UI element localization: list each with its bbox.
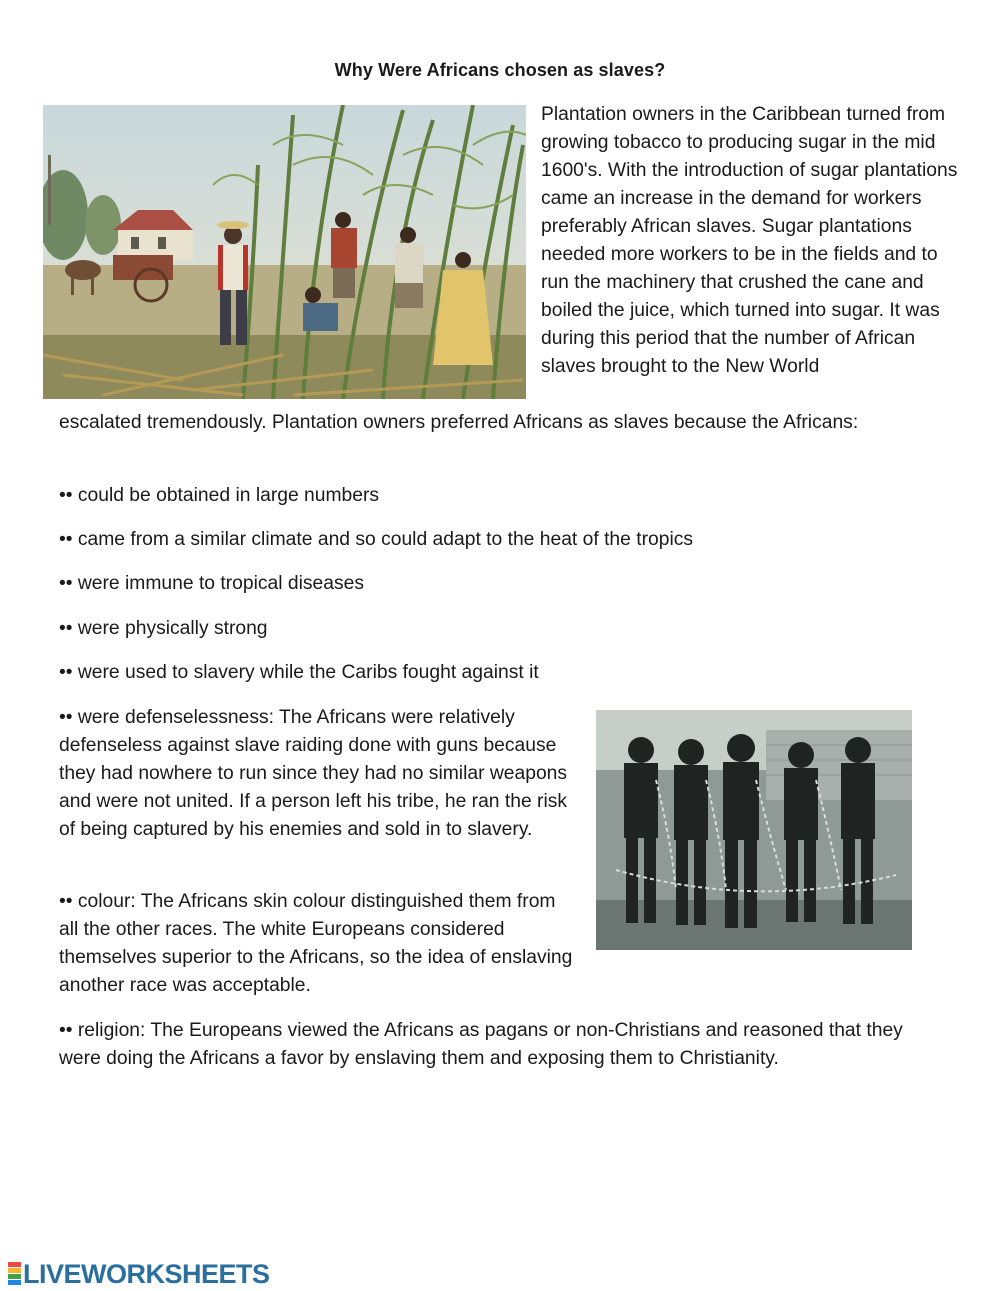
list-item: •• came from a similar climate and so could adapt to the heat of the tropics [59,529,694,550]
list-item: •• were used to slavery while the Caribs fought against it [59,662,539,683]
liveworksheets-logo [8,1259,270,1289]
list-item: •• could be obtained in large numbers [59,485,380,506]
list-item: •• were defenselessness: The Africans were relatively defenseless against slave raiding done with guns because they had nowhere to run since they had no similar weapons and were not united. If a person left his tribe, he ran the risk of being captured by his enemies and sold in to slavery. [59,707,568,840]
sugar-plantation-illustration [43,105,526,399]
chained-men-photograph [596,710,912,950]
list-item: •• were immune to tropical diseases [59,573,364,594]
page-title: Why Were Africans chosen as slaves? [334,60,666,80]
logo-text: LIVEWORKSHEETS [23,1258,270,1289]
list-item: •• religion: The Europeans viewed the Africans as pagans or non-Christians and reasoned that they were doing the Africans a favor by enslaving them and exposing them to Christianity. [59,1020,903,1069]
intro-paragraph: Plantation owners in the Caribbean turned from growing tobacco to producing sugar in the mid 1600's. With the introduction of sugar plantations came an increase in the demand for workers preferably African slaves. Sugar plantations needed more workers to be in the fields and to run the machinery that crushed the cane and boiled the juice, which turned into sugar. It was during this period that the number of African slaves brought to the New World [541,104,958,377]
list-item: •• colour: The Africans skin colour distinguished them from all the other races. The white Europeans considered themselves superior to the Africans, so the idea of enslaving another race was acceptable. [59,891,573,996]
list-item: •• were physically strong [59,618,268,639]
logo-icon [8,1262,21,1286]
intro-continued: escalated tremendously. Plantation owners preferred Africans as slaves because the Africans: [59,412,859,433]
